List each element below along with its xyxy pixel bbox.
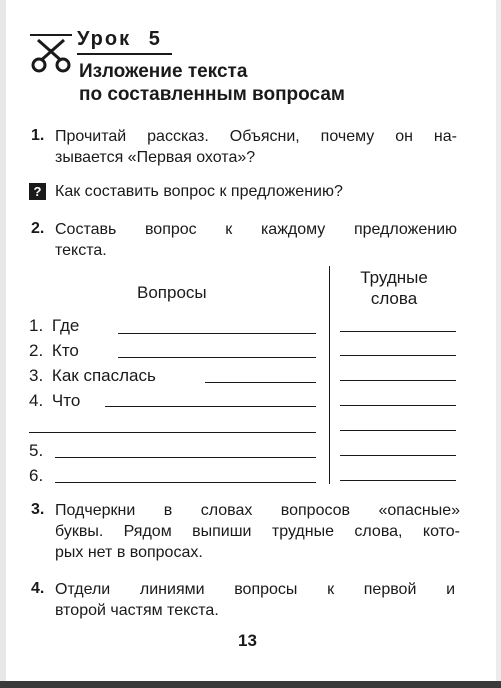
answer-line[interactable] (205, 382, 316, 383)
table-row (29, 391, 80, 411)
question-text: Как составить вопрос к предложению? (55, 183, 343, 200)
task4-line1: Отдели линиями вопросы к первой и (55, 581, 455, 598)
table-row (29, 366, 156, 386)
row-text: Кто (51, 341, 79, 360)
hard-words-header-line1: Трудные (360, 268, 428, 287)
table-row (29, 341, 79, 361)
lesson-title-line2: по составленным вопросам (79, 84, 345, 105)
table-row (29, 316, 79, 336)
task2-line2: текста. (55, 242, 107, 259)
row-number: 5. (29, 441, 44, 460)
row-text: Как спаслась (51, 366, 156, 385)
task3-line3: рых нет в вопросах. (55, 544, 203, 561)
task4-line2: второй частям текста. (55, 602, 219, 619)
page-edge-right (496, 0, 501, 688)
task3-line1: Подчеркни в словах вопросов «опасные» (55, 502, 460, 519)
page-edge-bottom (0, 681, 501, 688)
hard-word-line[interactable] (340, 405, 456, 406)
table-row (29, 441, 43, 461)
hard-words-header-line2: слова (370, 289, 418, 308)
page-edge-left (0, 0, 6, 688)
lesson-underline (77, 53, 172, 55)
task1-line1: Прочитай рассказ. Объясни, почему он на- (55, 128, 457, 145)
lesson-title (79, 60, 345, 106)
answer-line[interactable] (55, 482, 316, 483)
hard-word-line[interactable] (340, 380, 456, 381)
row-number: 4. (29, 391, 44, 410)
answer-line[interactable] (118, 357, 316, 358)
lesson-heading (77, 28, 162, 51)
task1-line2: зывается «Первая охота»? (55, 149, 256, 166)
row-number: 2. (29, 341, 44, 360)
scissors-icon (30, 31, 72, 73)
row-text: Где (51, 316, 80, 335)
answer-line[interactable] (29, 432, 316, 433)
answer-line[interactable] (118, 333, 316, 334)
page-number: 13 (238, 631, 257, 650)
row-text: Что (51, 391, 81, 410)
task2-line1: Составь вопрос к каждому предложению (55, 221, 457, 238)
column-divider (329, 266, 330, 484)
hard-word-line[interactable] (340, 430, 456, 431)
lesson-number: 5 (148, 28, 162, 50)
lesson-label: Урок (77, 28, 132, 50)
hard-words-column-header (336, 267, 452, 309)
task3-line2: буквы. Рядом выпиши трудные слова, кото- (55, 523, 460, 540)
answer-line[interactable] (55, 457, 316, 458)
table-row (29, 466, 43, 486)
questions-column-header: Вопросы (137, 283, 207, 302)
task1-number: 1. (31, 127, 45, 144)
task3-number: 3. (31, 501, 45, 518)
hard-word-line[interactable] (340, 331, 456, 332)
row-number: 3. (29, 366, 44, 385)
task2-number: 2. (31, 220, 45, 237)
question-mark-icon: ? (29, 183, 46, 200)
hard-word-line[interactable] (340, 455, 456, 456)
answer-line[interactable] (105, 406, 316, 407)
hard-word-line[interactable] (340, 480, 456, 481)
hard-word-line[interactable] (340, 355, 456, 356)
row-number: 6. (29, 466, 44, 485)
task4-number: 4. (31, 580, 45, 597)
row-number: 1. (29, 316, 44, 335)
lesson-title-line1: Изложение текста (79, 61, 248, 82)
